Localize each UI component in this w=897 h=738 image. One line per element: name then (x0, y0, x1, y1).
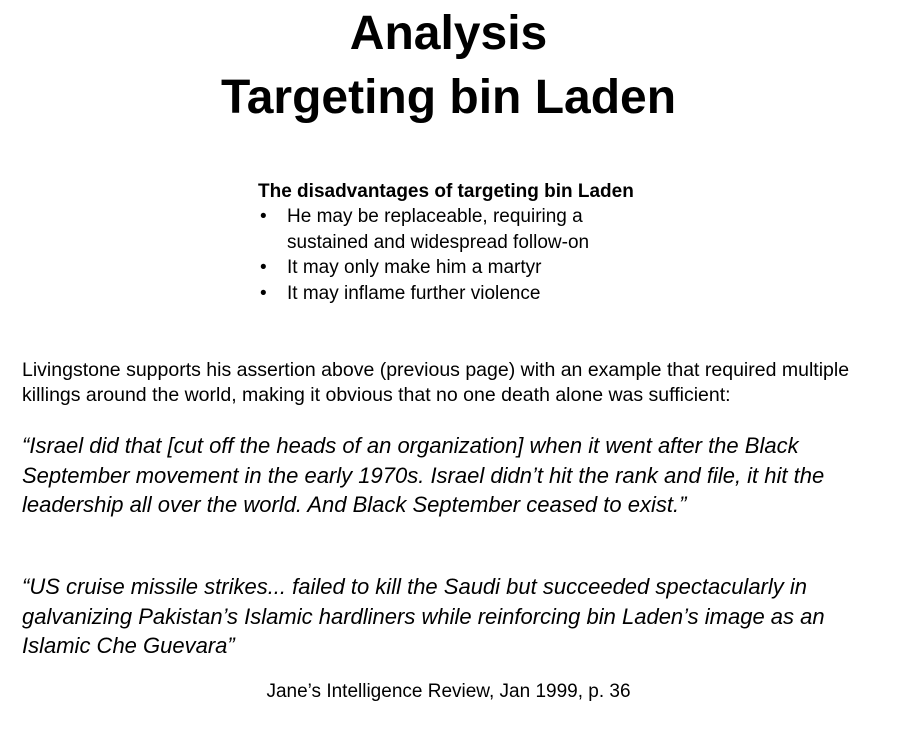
disadvantages-heading: The disadvantages of targeting bin Laden (258, 181, 634, 202)
list-item (258, 255, 778, 281)
quote-israel: “Israel did that [cut off the heads of an organization] when it went after the Black September movement in the early 1970s. Israel didn’t hit the rank and file, it hit the leadership all over the world. And Black September ceased to exist.” (22, 433, 825, 517)
intro-paragraph: Livingstone supports his assertion above (previous page) with an example that required multiple killings around the world, making it obvious that no one death alone was sufficient: (22, 359, 850, 406)
quote-cruise-missile: “US cruise missile strikes... failed to kill the Saudi but succeeded spectacularly in galvanizing Pakistan’s Islamic hardliners while reinforcing bin Laden’s image as an Islamic Che Guevara” (22, 574, 825, 658)
list-item (258, 281, 778, 307)
disadvantages-section (258, 180, 778, 306)
list-item (258, 204, 652, 255)
list-item-text: It may inflame further violence (287, 282, 541, 304)
list-item-text: It may only make him a martyr (287, 257, 542, 278)
bullet-icon: • (260, 257, 267, 278)
bullet-icon: • (260, 282, 267, 304)
disadvantages-list (258, 204, 778, 306)
source-citation: Jane’s Intelligence Review, Jan 1999, p. 36 (266, 681, 631, 702)
bullet-icon: • (260, 206, 267, 227)
list-item-text: He may be replaceable, requiring a sustained and widespread follow-on (287, 206, 590, 253)
page-title: Analysis (349, 7, 548, 60)
page-subtitle: Targeting bin Laden (220, 71, 677, 124)
